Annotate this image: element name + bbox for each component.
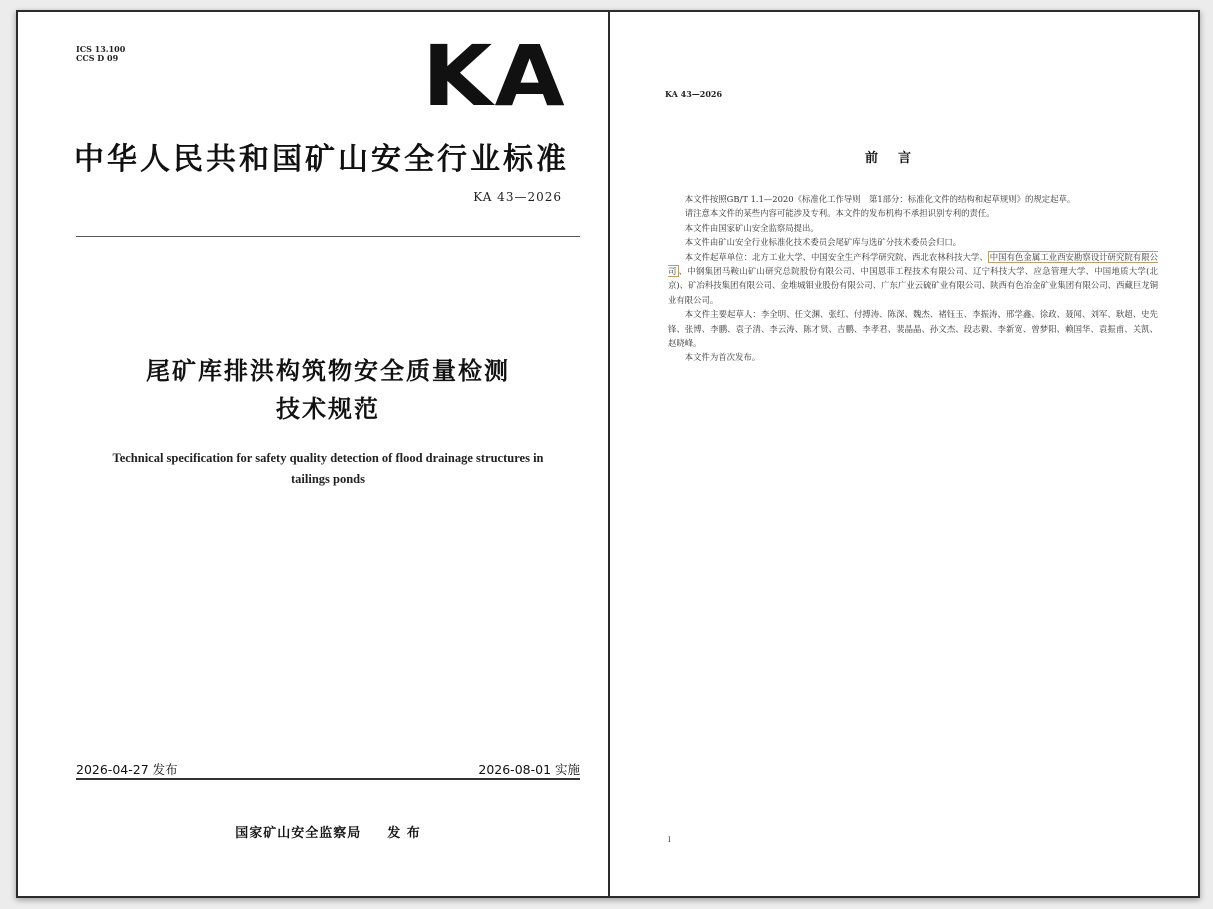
- ics-code: ICS 13.100: [76, 44, 126, 54]
- bottom-rule: [76, 778, 580, 780]
- publish-date: 2026-04-27 发布: [76, 762, 178, 777]
- foreword-paragraph: 请注意本文件的某些内容可能涉及专利。本文件的发布机构不承担识别专利的责任。: [684, 208, 995, 219]
- issuer-action: 发 布: [387, 826, 421, 841]
- classification-codes: [76, 45, 125, 63]
- highlighted-unit: 中国有色金属工业西安勘察设计研究院有限公司: [668, 251, 1159, 277]
- foreword-paragraph: 本文件由矿山安全行业标准化技术委员会尾矿库与选矿分技术委员会归口。: [684, 237, 962, 248]
- drafting-units-rest: 、中钢集团马鞍山矿山研究总院股份有限公司、中国恩菲工程技术有限公司、辽宁科技大学、应急管理大学、中国地质大学(北京)、矿冶科技集团有限公司、金堆城钼业股份有限公司、广东广业云硫矿业有限公司、陕西有色冶金矿业集团有限公司、西藏巨龙铜业有限公司。: [668, 266, 1158, 305]
- implement-date: 2026-08-01 实施: [478, 762, 580, 777]
- drafting-units-paragraph: [668, 250, 1158, 308]
- document-title: [76, 352, 580, 428]
- foreword-paragraph: 本文件为首次发布。: [684, 352, 761, 363]
- title-line-2: 技术规范: [276, 395, 380, 423]
- industry-standard-title: 中华人民共和国矿山安全行业标准: [74, 142, 569, 177]
- ka-logo: KA: [422, 27, 567, 125]
- foreword-body: [668, 192, 1158, 365]
- issuer-name: 国家矿山安全监察局: [235, 826, 362, 841]
- standard-number: KA 43—2026: [473, 190, 562, 204]
- foreword-paragraph: 本文件由国家矿山安全监察局提出。: [684, 222, 819, 233]
- drafting-units-intro: 本文件起草单位：北方工业大学、中国安全生产科学研究院、西北农林科技大学、: [684, 251, 988, 262]
- document-spread: [16, 10, 1200, 898]
- issuer-line: [76, 822, 580, 841]
- title-line-1: 尾矿库排洪构筑物安全质量检测: [146, 357, 510, 385]
- english-title: Technical specification for safety quality detection of flood drainage structures in tailings ponds: [112, 451, 544, 486]
- foreword-title: 前言: [864, 151, 931, 166]
- foreword-paragraph: 本文件按照GB/T 1.1—2020《标准化工作导则 第1部分：标准化文件的结构和起草规则》的规定起草。: [684, 194, 1076, 204]
- ccs-code: CCS D 09: [76, 53, 119, 63]
- page-number: I: [668, 836, 671, 844]
- page-header-standard-number: KA 43—2026: [665, 89, 723, 99]
- page-divider: [608, 12, 610, 896]
- top-rule: [76, 236, 580, 237]
- foreword-paragraph: 本文件主要起草人：李全明、任文渊、张红、付搏涛、陈深、魏杰、褚钰玉、李振涛、邢学鑫、徐政、聂闻、刘军、耿超、史先锋、张博、李鹏、袁子清、李云涛、陈才贤、吉鹏、李孝君、裴晶晶、孙文杰、段志毅、李新宽、曾梦阳、赖国华、袁振甫、关凯、赵晓峰。: [668, 309, 1158, 349]
